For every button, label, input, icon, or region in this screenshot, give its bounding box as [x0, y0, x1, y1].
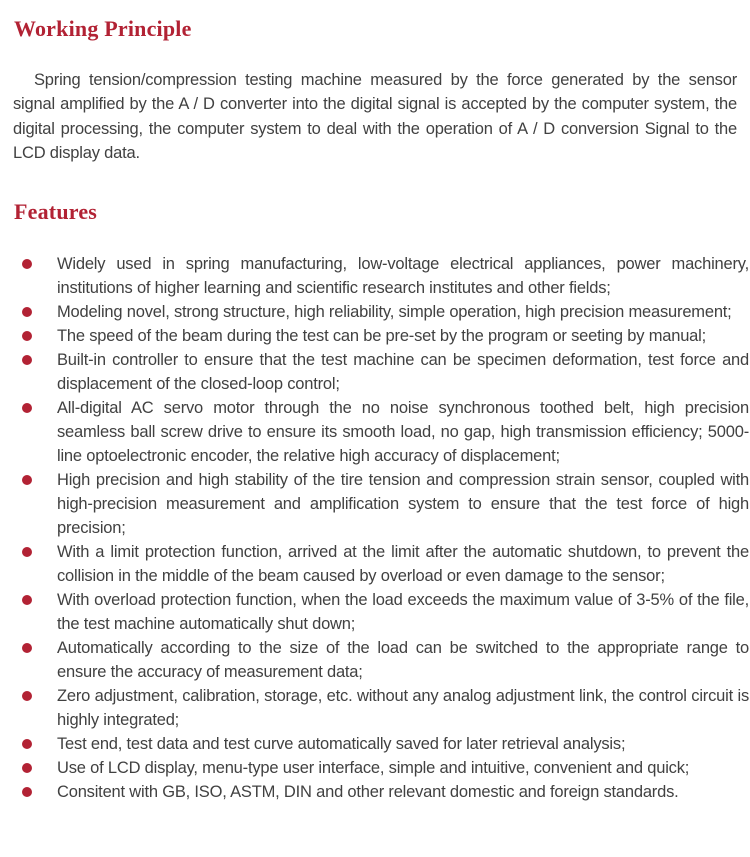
feature-item	[57, 348, 749, 396]
feature-item	[57, 396, 749, 468]
feature-item-text: Use of LCD display, menu-type user interface, simple and intuitive, convenient and quick;	[57, 759, 690, 778]
feature-item-text: Test end, test data and test curve automatically saved for later retrieval analysis;	[57, 735, 626, 754]
bullet-icon	[22, 787, 32, 797]
feature-item-text: Consitent with GB, ISO, ASTM, DIN and other relevant domestic and foreign standards.	[57, 783, 679, 802]
bullet-icon	[22, 739, 32, 749]
feature-item-text: Automatically according to the size of the load can be switched to the appropriate range to ensure the accuracy of measurement data;	[57, 639, 749, 682]
bullet-icon	[22, 259, 32, 269]
bullet-icon	[22, 475, 32, 485]
bullet-icon	[22, 691, 32, 701]
feature-item	[57, 732, 749, 756]
bullet-icon	[22, 307, 32, 317]
feature-item	[57, 300, 749, 324]
bullet-icon	[22, 595, 32, 605]
feature-item	[57, 684, 749, 732]
working-principle-paragraph: Spring tension/compression testing machine measured by the force generated by the sensor signal amplified by the A / D converter into the digital signal is accepted by the computer system, the digital processing, the computer system to deal with the operation of A / D conversion Signal to the LCD display data.	[13, 71, 737, 162]
feature-item-text: Modeling novel, strong structure, high reliability, simple operation, high precision measurement;	[57, 303, 732, 322]
features-heading: Features	[14, 199, 98, 225]
feature-item	[57, 636, 749, 684]
feature-item-text: Widely used in spring manufacturing, low-voltage electrical appliances, power machinery, institutions of higher learning and scientific research institutes and other fields;	[57, 255, 749, 298]
feature-item	[57, 468, 749, 540]
bullet-icon	[22, 547, 32, 557]
features-list	[0, 252, 750, 804]
bullet-icon	[22, 403, 32, 413]
feature-item-text: Built-in controller to ensure that the test machine can be specimen deformation, test force and displacement of the closed-loop control;	[57, 351, 749, 394]
bullet-icon	[22, 355, 32, 365]
feature-item	[57, 780, 749, 804]
feature-item	[57, 756, 749, 780]
working-principle-heading: Working Principle	[14, 16, 192, 41]
feature-item-text: The speed of the beam during the test can be pre-set by the program or seeting by manual;	[57, 327, 707, 346]
feature-item-text: With a limit protection function, arrived at the limit after the automatic shutdown, to prevent the collision in the middle of the beam caused by overload or even damage to the sensor;	[57, 543, 749, 586]
bullet-icon	[22, 331, 32, 341]
bullet-icon	[22, 763, 32, 773]
feature-item	[57, 588, 749, 636]
bullet-icon	[22, 643, 32, 653]
feature-item	[57, 252, 749, 300]
feature-item	[57, 324, 749, 348]
feature-item	[57, 540, 749, 588]
feature-item-text: All-digital AC servo motor through the no noise synchronous toothed belt, high precision seamless ball screw drive to ensure its smooth load, no gap, high transmission efficiency; 5000-line optoelectronic encoder, the relative high accuracy of displacement;	[57, 399, 749, 466]
feature-item-text: With overload protection function, when the load exceeds the maximum value of 3-5% of the file, the test machine automatically shut down;	[57, 591, 749, 634]
feature-item-text: Zero adjustment, calibration, storage, etc. without any analog adjustment link, the control circuit is highly integrated;	[57, 687, 749, 730]
feature-item-text: High precision and high stability of the tire tension and compression strain sensor, coupled with high-precision measurement and amplification system to ensure that the test force of high precision;	[57, 471, 749, 538]
